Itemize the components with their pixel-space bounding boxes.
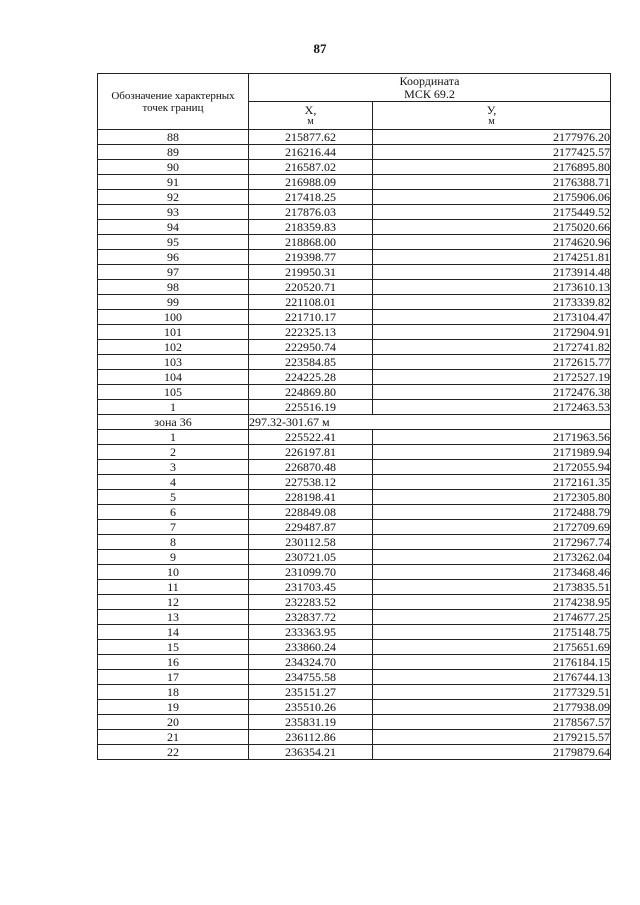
x-cell: 230721.05 bbox=[249, 550, 373, 565]
point-cell: 88 bbox=[98, 130, 249, 145]
y-cell: 2177425.57 bbox=[373, 145, 611, 160]
y-cell: 2176388.71 bbox=[373, 175, 611, 190]
x-cell: 218868.00 bbox=[249, 235, 373, 250]
x-cell: 230112.58 bbox=[249, 535, 373, 550]
y-cell: 2178567.57 bbox=[373, 715, 611, 730]
x-cell: 234755.58 bbox=[249, 670, 373, 685]
y-cell: 2175651.69 bbox=[373, 640, 611, 655]
x-cell: 215877.62 bbox=[249, 130, 373, 145]
x-cell: 229487.87 bbox=[249, 520, 373, 535]
point-cell: 1 bbox=[98, 400, 249, 415]
x-cell: 224225.28 bbox=[249, 370, 373, 385]
table-row bbox=[98, 220, 611, 235]
point-cell: 7 bbox=[98, 520, 249, 535]
x-cell: 221108.01 bbox=[249, 295, 373, 310]
table-row bbox=[98, 265, 611, 280]
y-cell: 2175906.06 bbox=[373, 190, 611, 205]
zone-row bbox=[98, 415, 611, 430]
x-cell: 236112.86 bbox=[249, 730, 373, 745]
x-cell: 236354.21 bbox=[249, 745, 373, 760]
point-cell: 89 bbox=[98, 145, 249, 160]
table-row bbox=[98, 505, 611, 520]
point-cell: 99 bbox=[98, 295, 249, 310]
table-row bbox=[98, 745, 611, 760]
y-cell: 2172967.74 bbox=[373, 535, 611, 550]
table-row bbox=[98, 190, 611, 205]
point-cell: 94 bbox=[98, 220, 249, 235]
x-cell: 219398.77 bbox=[249, 250, 373, 265]
coordinates-table bbox=[97, 73, 611, 760]
y-label: У, bbox=[486, 103, 497, 117]
table-row bbox=[98, 580, 611, 595]
table-row bbox=[98, 460, 611, 475]
table-row bbox=[98, 340, 611, 355]
table-body bbox=[98, 130, 611, 760]
point-cell: 91 bbox=[98, 175, 249, 190]
coordinate-label: Координата bbox=[399, 73, 460, 88]
table-row bbox=[98, 550, 611, 565]
x-cell: 226197.81 bbox=[249, 445, 373, 460]
y-cell: 2172305.80 bbox=[373, 490, 611, 505]
point-cell: 2 bbox=[98, 445, 249, 460]
table-row bbox=[98, 535, 611, 550]
y-cell: 2173468.46 bbox=[373, 565, 611, 580]
y-cell: 2175449.52 bbox=[373, 205, 611, 220]
point-cell: 12 bbox=[98, 595, 249, 610]
x-cell: 228849.08 bbox=[249, 505, 373, 520]
x-cell: 217418.25 bbox=[249, 190, 373, 205]
table-row bbox=[98, 400, 611, 415]
x-cell: 225516.19 bbox=[249, 400, 373, 415]
y-cell: 2175148.75 bbox=[373, 625, 611, 640]
point-cell: 93 bbox=[98, 205, 249, 220]
point-cell: 5 bbox=[98, 490, 249, 505]
y-cell: 2171963.56 bbox=[373, 430, 611, 445]
x-cell: 232283.52 bbox=[249, 595, 373, 610]
x-cell: 217876.03 bbox=[249, 205, 373, 220]
point-cell: 105 bbox=[98, 385, 249, 400]
table-row bbox=[98, 685, 611, 700]
table-row bbox=[98, 385, 611, 400]
coordinate-system-label: МСК 69.2 bbox=[404, 86, 455, 101]
point-cell: 15 bbox=[98, 640, 249, 655]
point-cell: 18 bbox=[98, 685, 249, 700]
y-cell: 2172488.79 bbox=[373, 505, 611, 520]
y-cell: 2173104.47 bbox=[373, 310, 611, 325]
point-cell: 1 bbox=[98, 430, 249, 445]
y-cell: 2172709.69 bbox=[373, 520, 611, 535]
y-cell: 2177938.09 bbox=[373, 700, 611, 715]
table-row bbox=[98, 160, 611, 175]
zone-range: 297.32-301.67 м bbox=[249, 415, 611, 430]
x-cell: 219950.31 bbox=[249, 265, 373, 280]
table-row bbox=[98, 715, 611, 730]
point-cell: 16 bbox=[98, 655, 249, 670]
table-row bbox=[98, 295, 611, 310]
y-cell: 2171989.94 bbox=[373, 445, 611, 460]
point-cell: 90 bbox=[98, 160, 249, 175]
point-cell: 14 bbox=[98, 625, 249, 640]
x-cell: 232837.72 bbox=[249, 610, 373, 625]
y-cell: 2173262.04 bbox=[373, 550, 611, 565]
point-cell: 21 bbox=[98, 730, 249, 745]
x-cell: 222950.74 bbox=[249, 340, 373, 355]
point-cell: 6 bbox=[98, 505, 249, 520]
point-cell: 92 bbox=[98, 190, 249, 205]
y-cell: 2176895.80 bbox=[373, 160, 611, 175]
table-row bbox=[98, 565, 611, 580]
point-cell: 4 bbox=[98, 475, 249, 490]
point-cell: 22 bbox=[98, 745, 249, 760]
x-label: X, bbox=[304, 103, 317, 117]
x-cell: 216587.02 bbox=[249, 160, 373, 175]
point-cell: 10 bbox=[98, 565, 249, 580]
table-row bbox=[98, 730, 611, 745]
zone-label: зона 36 bbox=[98, 415, 249, 430]
point-cell: 3 bbox=[98, 460, 249, 475]
point-cell: 100 bbox=[98, 310, 249, 325]
y-cell: 2172527.19 bbox=[373, 370, 611, 385]
x-column-header bbox=[249, 102, 373, 130]
y-cell: 2176184.15 bbox=[373, 655, 611, 670]
point-cell: 103 bbox=[98, 355, 249, 370]
table-row bbox=[98, 625, 611, 640]
table-row bbox=[98, 640, 611, 655]
point-cell: 17 bbox=[98, 670, 249, 685]
point-cell: 102 bbox=[98, 340, 249, 355]
y-cell: 2172615.77 bbox=[373, 355, 611, 370]
x-unit: м bbox=[307, 116, 314, 127]
table-row bbox=[98, 595, 611, 610]
x-cell: 224869.80 bbox=[249, 385, 373, 400]
y-cell: 2174238.95 bbox=[373, 595, 611, 610]
coordinate-header bbox=[249, 74, 611, 102]
x-cell: 233860.24 bbox=[249, 640, 373, 655]
page-number: 87 bbox=[313, 41, 327, 56]
y-cell: 2172476.38 bbox=[373, 385, 611, 400]
x-cell: 216216.44 bbox=[249, 145, 373, 160]
point-cell: 9 bbox=[98, 550, 249, 565]
y-cell: 2174677.25 bbox=[373, 610, 611, 625]
y-cell: 2179879.64 bbox=[373, 745, 611, 760]
table-row bbox=[98, 280, 611, 295]
x-cell: 227538.12 bbox=[249, 475, 373, 490]
table-row bbox=[98, 205, 611, 220]
x-cell: 216988.09 bbox=[249, 175, 373, 190]
y-cell: 2173339.82 bbox=[373, 295, 611, 310]
x-cell: 218359.83 bbox=[249, 220, 373, 235]
y-cell: 2172741.82 bbox=[373, 340, 611, 355]
y-cell: 2179215.57 bbox=[373, 730, 611, 745]
points-column-header: Обозначение характерных точек границ bbox=[98, 74, 249, 130]
x-cell: 233363.95 bbox=[249, 625, 373, 640]
x-cell: 231099.70 bbox=[249, 565, 373, 580]
table-row bbox=[98, 430, 611, 445]
point-cell: 13 bbox=[98, 610, 249, 625]
point-cell: 101 bbox=[98, 325, 249, 340]
table-row bbox=[98, 445, 611, 460]
point-cell: 97 bbox=[98, 265, 249, 280]
table-row bbox=[98, 370, 611, 385]
table-row bbox=[98, 250, 611, 265]
x-cell: 235510.26 bbox=[249, 700, 373, 715]
x-cell: 231703.45 bbox=[249, 580, 373, 595]
table-row bbox=[98, 490, 611, 505]
table-row bbox=[98, 610, 611, 625]
y-cell: 2172904.91 bbox=[373, 325, 611, 340]
x-cell: 222325.13 bbox=[249, 325, 373, 340]
y-cell: 2177976.20 bbox=[373, 130, 611, 145]
point-cell: 104 bbox=[98, 370, 249, 385]
x-cell: 225522.41 bbox=[249, 430, 373, 445]
y-cell: 2173835.51 bbox=[373, 580, 611, 595]
table-row bbox=[98, 655, 611, 670]
x-cell: 221710.17 bbox=[249, 310, 373, 325]
point-cell: 95 bbox=[98, 235, 249, 250]
table-row bbox=[98, 325, 611, 340]
y-cell: 2172055.94 bbox=[373, 460, 611, 475]
point-cell: 19 bbox=[98, 700, 249, 715]
x-cell: 235151.27 bbox=[249, 685, 373, 700]
x-cell: 226870.48 bbox=[249, 460, 373, 475]
table-row bbox=[98, 310, 611, 325]
table-row bbox=[98, 130, 611, 145]
x-cell: 235831.19 bbox=[249, 715, 373, 730]
y-cell: 2177329.51 bbox=[373, 685, 611, 700]
table-row bbox=[98, 235, 611, 250]
x-cell: 234324.70 bbox=[249, 655, 373, 670]
y-cell: 2173914.48 bbox=[373, 265, 611, 280]
x-cell: 220520.71 bbox=[249, 280, 373, 295]
table-row bbox=[98, 145, 611, 160]
point-cell: 8 bbox=[98, 535, 249, 550]
table-row bbox=[98, 175, 611, 190]
table-row bbox=[98, 520, 611, 535]
y-cell: 2174620.96 bbox=[373, 235, 611, 250]
y-cell: 2176744.13 bbox=[373, 670, 611, 685]
point-cell: 96 bbox=[98, 250, 249, 265]
y-cell: 2174251.81 bbox=[373, 250, 611, 265]
table-header bbox=[98, 74, 611, 130]
table-row bbox=[98, 355, 611, 370]
table-row bbox=[98, 700, 611, 715]
table-row bbox=[98, 670, 611, 685]
x-cell: 223584.85 bbox=[249, 355, 373, 370]
y-cell: 2173610.13 bbox=[373, 280, 611, 295]
point-cell: 11 bbox=[98, 580, 249, 595]
table-row bbox=[98, 475, 611, 490]
y-cell: 2172161.35 bbox=[373, 475, 611, 490]
x-cell: 228198.41 bbox=[249, 490, 373, 505]
point-cell: 20 bbox=[98, 715, 249, 730]
y-cell: 2172463.53 bbox=[373, 400, 611, 415]
y-unit: м bbox=[488, 116, 495, 127]
y-cell: 2175020.66 bbox=[373, 220, 611, 235]
point-cell: 98 bbox=[98, 280, 249, 295]
y-column-header bbox=[373, 102, 611, 130]
